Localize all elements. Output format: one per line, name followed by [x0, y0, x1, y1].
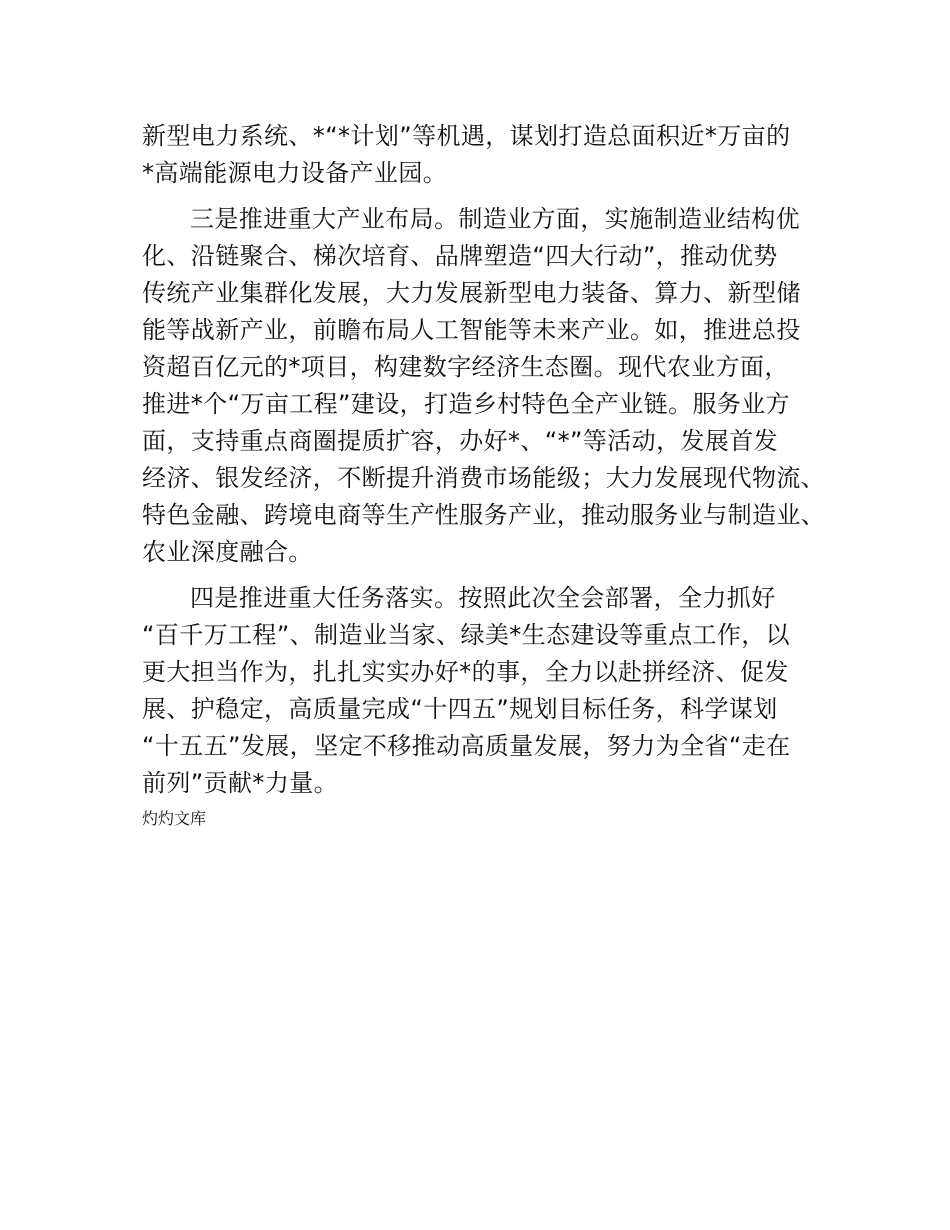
text-line: 经济、银发经济，不断提升消费市场能级；大力发展现代物流、	[142, 464, 826, 492]
text-line: 推进*个“万亩工程”建设，打造乡村特色全产业链。服务业方	[142, 390, 791, 418]
text-line: 三是推进重大产业布局。制造业方面，实施制造业结构优	[190, 205, 800, 233]
text-line: 能等战新产业，前瞻布局人工智能等未来产业。如，推进总投	[142, 316, 801, 344]
footer-source-label: 灼灼文库	[142, 809, 207, 828]
text-line: 新型电力系统、*“*计划”等机遇，谋划打造总面积近*万亩的	[142, 122, 791, 150]
text-line: 更大担当作为，扎扎实实办好*的事，全力以赴拼经济、促发	[142, 658, 789, 686]
text-line: *高端能源电力设备产业园。	[142, 159, 448, 187]
text-line: 传统产业集群化发展，大力发展新型电力装备、算力、新型储	[142, 279, 801, 307]
text-line: 展、护稳定，高质量完成“十四五”规划目标任务，科学谋划	[142, 695, 778, 723]
text-line: 特色金融、跨境电商等生产性服务产业，推动服务业与制造业、	[142, 501, 826, 529]
text-line: 农业深度融合。	[142, 538, 313, 566]
paragraph-3	[142, 580, 832, 802]
text-line: 四是推进重大任务落实。按照此次全会部署，全力抓好	[190, 584, 776, 612]
text-line: 前列”贡献*力量。	[142, 769, 339, 797]
document-page	[142, 118, 832, 830]
paragraph-2	[142, 201, 832, 571]
text-line: “十五五”发展，坚定不移推动高质量发展，努力为全省“走在	[142, 732, 791, 760]
text-line: 面，支持重点商圈提质扩容，办好*、“*”等活动，发展首发	[142, 427, 779, 455]
text-line: 化、沿链聚合、梯次培育、品牌塑造“四大行动”，推动优势	[142, 242, 778, 270]
text-line: 资超百亿元的*项目，构建数字经济生态圈。现代农业方面，	[142, 353, 789, 381]
text-line: “百千万工程”、制造业当家、绿美*生态建设等重点工作，以	[142, 621, 791, 649]
paragraph-1	[142, 118, 832, 192]
